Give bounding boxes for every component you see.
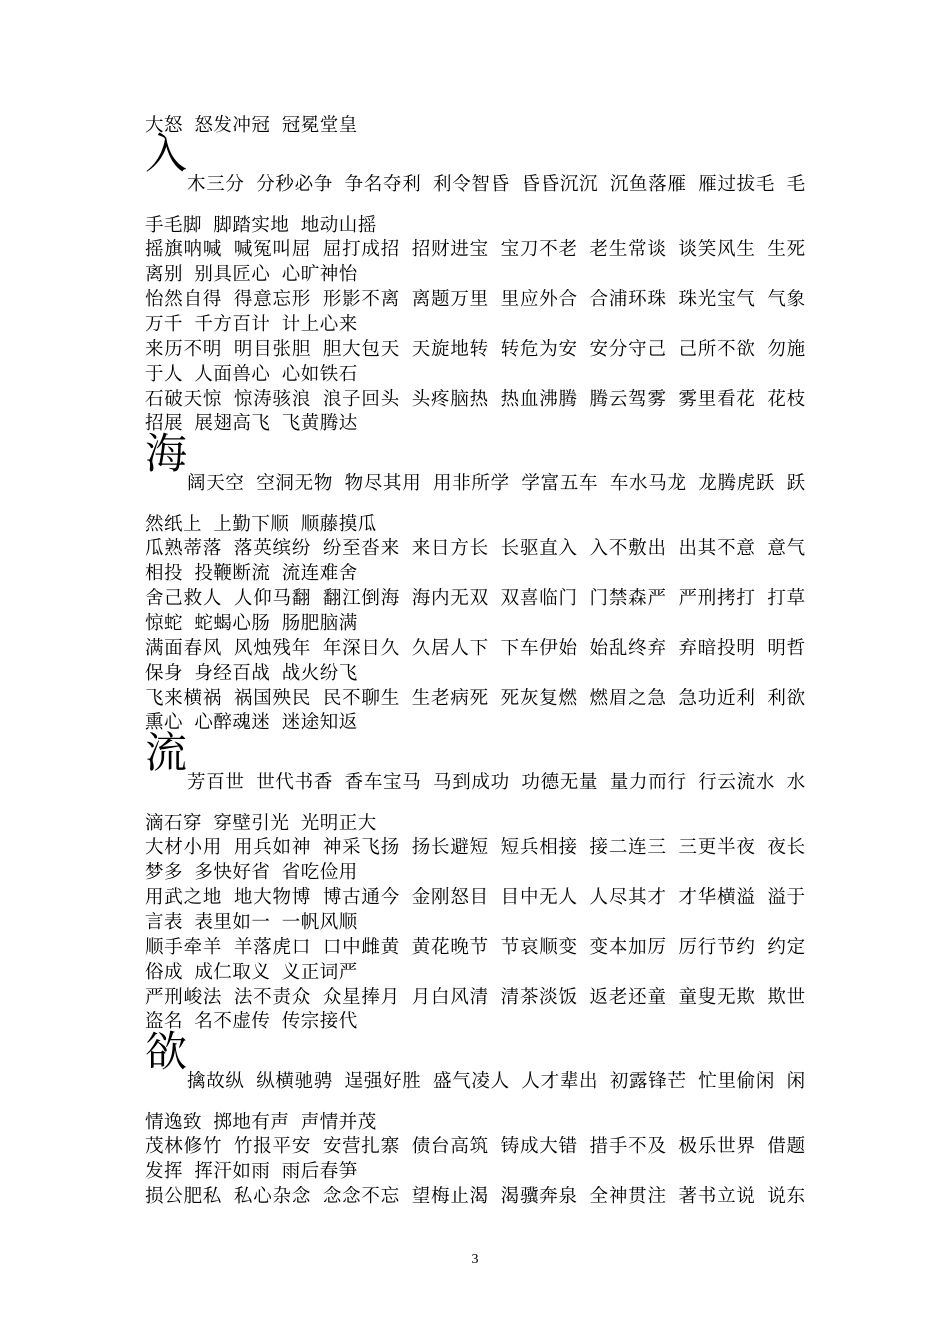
- text-line: 惊蛇 蛇蝎心肠 肠肥脑满: [145, 613, 358, 634]
- text-line: 用武之地 地大物博 博古通今 金刚怒目 目中无人 人尽其才 才华横溢 溢于: [145, 887, 806, 908]
- text-line: 擒故纵 纵横驰骋 逞强好胜 盛气凌人 人才辈出 初露锋芒 忙里偷闲 闲: [187, 1071, 806, 1092]
- large-character: 流: [145, 728, 188, 777]
- text-line: 盗名 名不虚传 传宗接代: [145, 1011, 358, 1032]
- large-character: 欲: [145, 1027, 188, 1076]
- large-character: 入: [145, 129, 188, 178]
- text-line: 大材小用 用兵如神 神采飞扬 扬长避短 短兵相接 接二连三 三更半夜 夜长: [145, 837, 806, 858]
- text-line: 损公肥私 私心杂念 念念不忘 望梅止渴 渴骥奔泉 全神贯注 著书立说 说东: [145, 1186, 806, 1207]
- text-line: 招展 展翅高飞 飞黄腾达: [145, 413, 358, 434]
- text-line: 茂林修竹 竹报平安 安营扎寨 债台高筑 铸成大错 措手不及 极乐世界 借题: [145, 1136, 806, 1157]
- text-line: 相投 投鞭断流 流连难舍: [145, 563, 358, 584]
- text-line: 怡然自得 得意忘形 形影不离 离题万里 里应外合 合浦环珠 珠光宝气 气象: [145, 289, 806, 310]
- text-line: 石破天惊 惊涛骇浪 浪子回头 头疼脑热 热血沸腾 腾云驾雾 雾里看花 花枝: [145, 389, 806, 410]
- text-line: 言表 表里如一 一帆风顺: [145, 912, 358, 933]
- text-line: 梦多 多快好省 省吃俭用: [145, 862, 358, 883]
- text-line: 飞来横祸 祸国殃民 民不聊生 生老病死 死灰复燃 燃眉之急 急功近利 利欲: [145, 688, 806, 709]
- text-line: 顺手牵羊 羊落虎口 口中雌黄 黄花晚节 节哀顺变 变本加厉 厉行节约 约定: [145, 937, 806, 958]
- text-line: 瓜熟蒂落 落英缤纷 纷至沓来 来日方长 长驱直入 入不敷出 出其不意 意气: [145, 538, 806, 559]
- text-line: 满面春风 风烛残年 年深日久 久居人下 下车伊始 始乱终弃 弃暗投明 明哲: [145, 638, 806, 659]
- text-line: 严刑峻法 法不责众 众星捧月 月白风清 清茶淡饭 返老还童 童叟无欺 欺世: [145, 987, 806, 1008]
- text-line: 阔天空 空洞无物 物尽其用 用非所学 学富五车 车水马龙 龙腾虎跃 跃: [187, 473, 806, 494]
- text-line: 发挥 挥汗如雨 雨后春笋: [145, 1161, 358, 1182]
- text-line: 俗成 成仁取义 义正词严: [145, 962, 358, 983]
- text-line: 舍己救人 人仰马翻 翻江倒海 海内无双 双喜临门 门禁森严 严刑拷打 打草: [145, 588, 806, 609]
- text-line: 手毛脚 脚踏实地 地动山摇: [145, 215, 377, 236]
- text-line: 木三分 分秒必争 争名夺利 利令智昏 昏昏沉沉 沉鱼落雁 雁过拔毛 毛: [187, 174, 806, 195]
- large-character: 海: [145, 429, 188, 478]
- page-number: 3: [471, 1252, 479, 1267]
- text-line: 保身 身经百战 战火纷飞: [145, 663, 358, 684]
- text-line: 离别 别具匠心 心旷神怡: [145, 264, 358, 285]
- text-line: 万千 千方百计 计上心来: [145, 314, 358, 335]
- text-line: 摇旗呐喊 喊冤叫屈 屈打成招 招财进宝 宝刀不老 老生常谈 谈笑风生 生死: [145, 239, 806, 260]
- text-line: 来历不明 明目张胆 胆大包天 天旋地转 转危为安 安分守己 己所不欲 勿施: [145, 339, 806, 360]
- text-line: 熏心 心醉魂迷 迷途知返: [145, 712, 358, 733]
- text-line: 芳百世 世代书香 香车宝马 马到成功 功德无量 量力而行 行云流水 水: [187, 772, 806, 793]
- text-line: 滴石穿 穿壁引光 光明正大: [145, 813, 377, 834]
- text-line: 于人 人面兽心 心如铁石: [145, 364, 358, 385]
- text-line: 然纸上 上勤下顺 顺藤摸瓜: [145, 514, 377, 535]
- text-line: 大怒 怒发冲冠 冠冕堂皇: [145, 115, 358, 136]
- text-line: 情逸致 掷地有声 声情并茂: [145, 1112, 377, 1133]
